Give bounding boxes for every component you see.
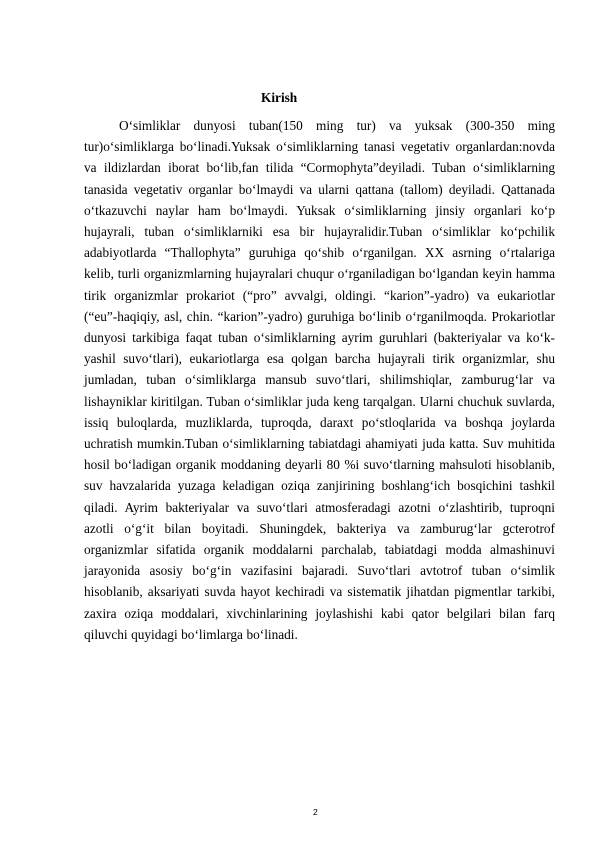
page-number: 2 — [313, 807, 318, 817]
body-paragraph: O‘simliklar dunyosi tuban(150 ming tur) va yuksak (300-350 ming tur)o‘simliklarga bo‘linadi.Yuksak o‘simliklarning tanasi vegetativ organlardan:novda va ildizlardan iborat bo‘lib,fan tilida “Cormophyta”deyiladi. Tuban o‘simliklarning tanasida vegetativ organlar bo‘lmaydi va ularni qattana (tallom) deyiladi. Qattanada o‘tkazuvchi naylar ham bo‘lmaydi. Yuksak o‘simliklarning jinsiy organlari ko‘p hujayrali, tuban o‘simliklarniki esa bir hujayralidir.Tuban o‘simliklar ko‘pchilik adabiyotlarda “Thallophyta” guruhiga qo‘shib o‘rganilgan. XX asrning o‘rtalariga kelib, turli organizmlarning hujayralari chuqur o‘rganiladigan bo‘lgandan keyin hamma tirik organizmlar prokariot (“pro” avvalgi, oldingi. “karion”-yadro) va eukariotlar (“eu”-haqiqiy, asl, chin. “karion”-yadro) guruhiga bo‘linib o‘rganilmoqda. Prokariotlar dunyosi tarkibiga faqat tuban o‘simliklarning ayrim guruhlari (bakteriyalar va ko‘k-yashil suvo‘tlari), eukariotlarga esa qolgan barcha hujayrali tirik organizmlar, shu jumladan, tuban o‘simliklarga mansub suvo‘tlari, shilimshiqlar, zamburug‘lar va lishayniklar kiritilgan. Tuban o‘simliklar juda keng tarqalgan. Ularni chuchuk suvlarda, issiq buloqlarda, muzliklarda, tuproqda, daraxt po‘stloqlarida va boshqa joylarda uchratish mumkin.Tuban o‘simliklarning tabiatdagi ahamiyati juda katta. Suv muhitida hosil bo‘ladigan organik moddaning deyarli 80 %i suvo‘tlarning mahsuloti hisoblanib, suv havzalarida yuzaga keladigan oziqa zanjirining boshlang‘ich bosqichini tashkil qiladi. Ayrim bakteriyalar va suvo‘tlari atmosferadagi azotni o‘zlashtirib, tuproqni azotli o‘g‘it bilan boyitadi. Shuningdek, bakteriya va zamburug‘lar gcterotrof organizmlar sifatida organik moddalarni parchalab, tabiatdagi modda almashinuvi jarayonida asosiy bo‘g‘in vazifasini bajaradi. Suvo‘tlari avtotrof tuban o‘simlik hisoblanib, aksariyati suvda hayot kechiradi va sistematik jihatdan pigmentlar tarkibi, zaxira oziqa moddalari, xivchinlarining joylashishi kabi qator belgilari bilan farq qiluvchi quyidagi bo‘limlarga bo‘linadi. — [84, 118, 555, 642]
section-heading: Kirish — [261, 90, 298, 105]
